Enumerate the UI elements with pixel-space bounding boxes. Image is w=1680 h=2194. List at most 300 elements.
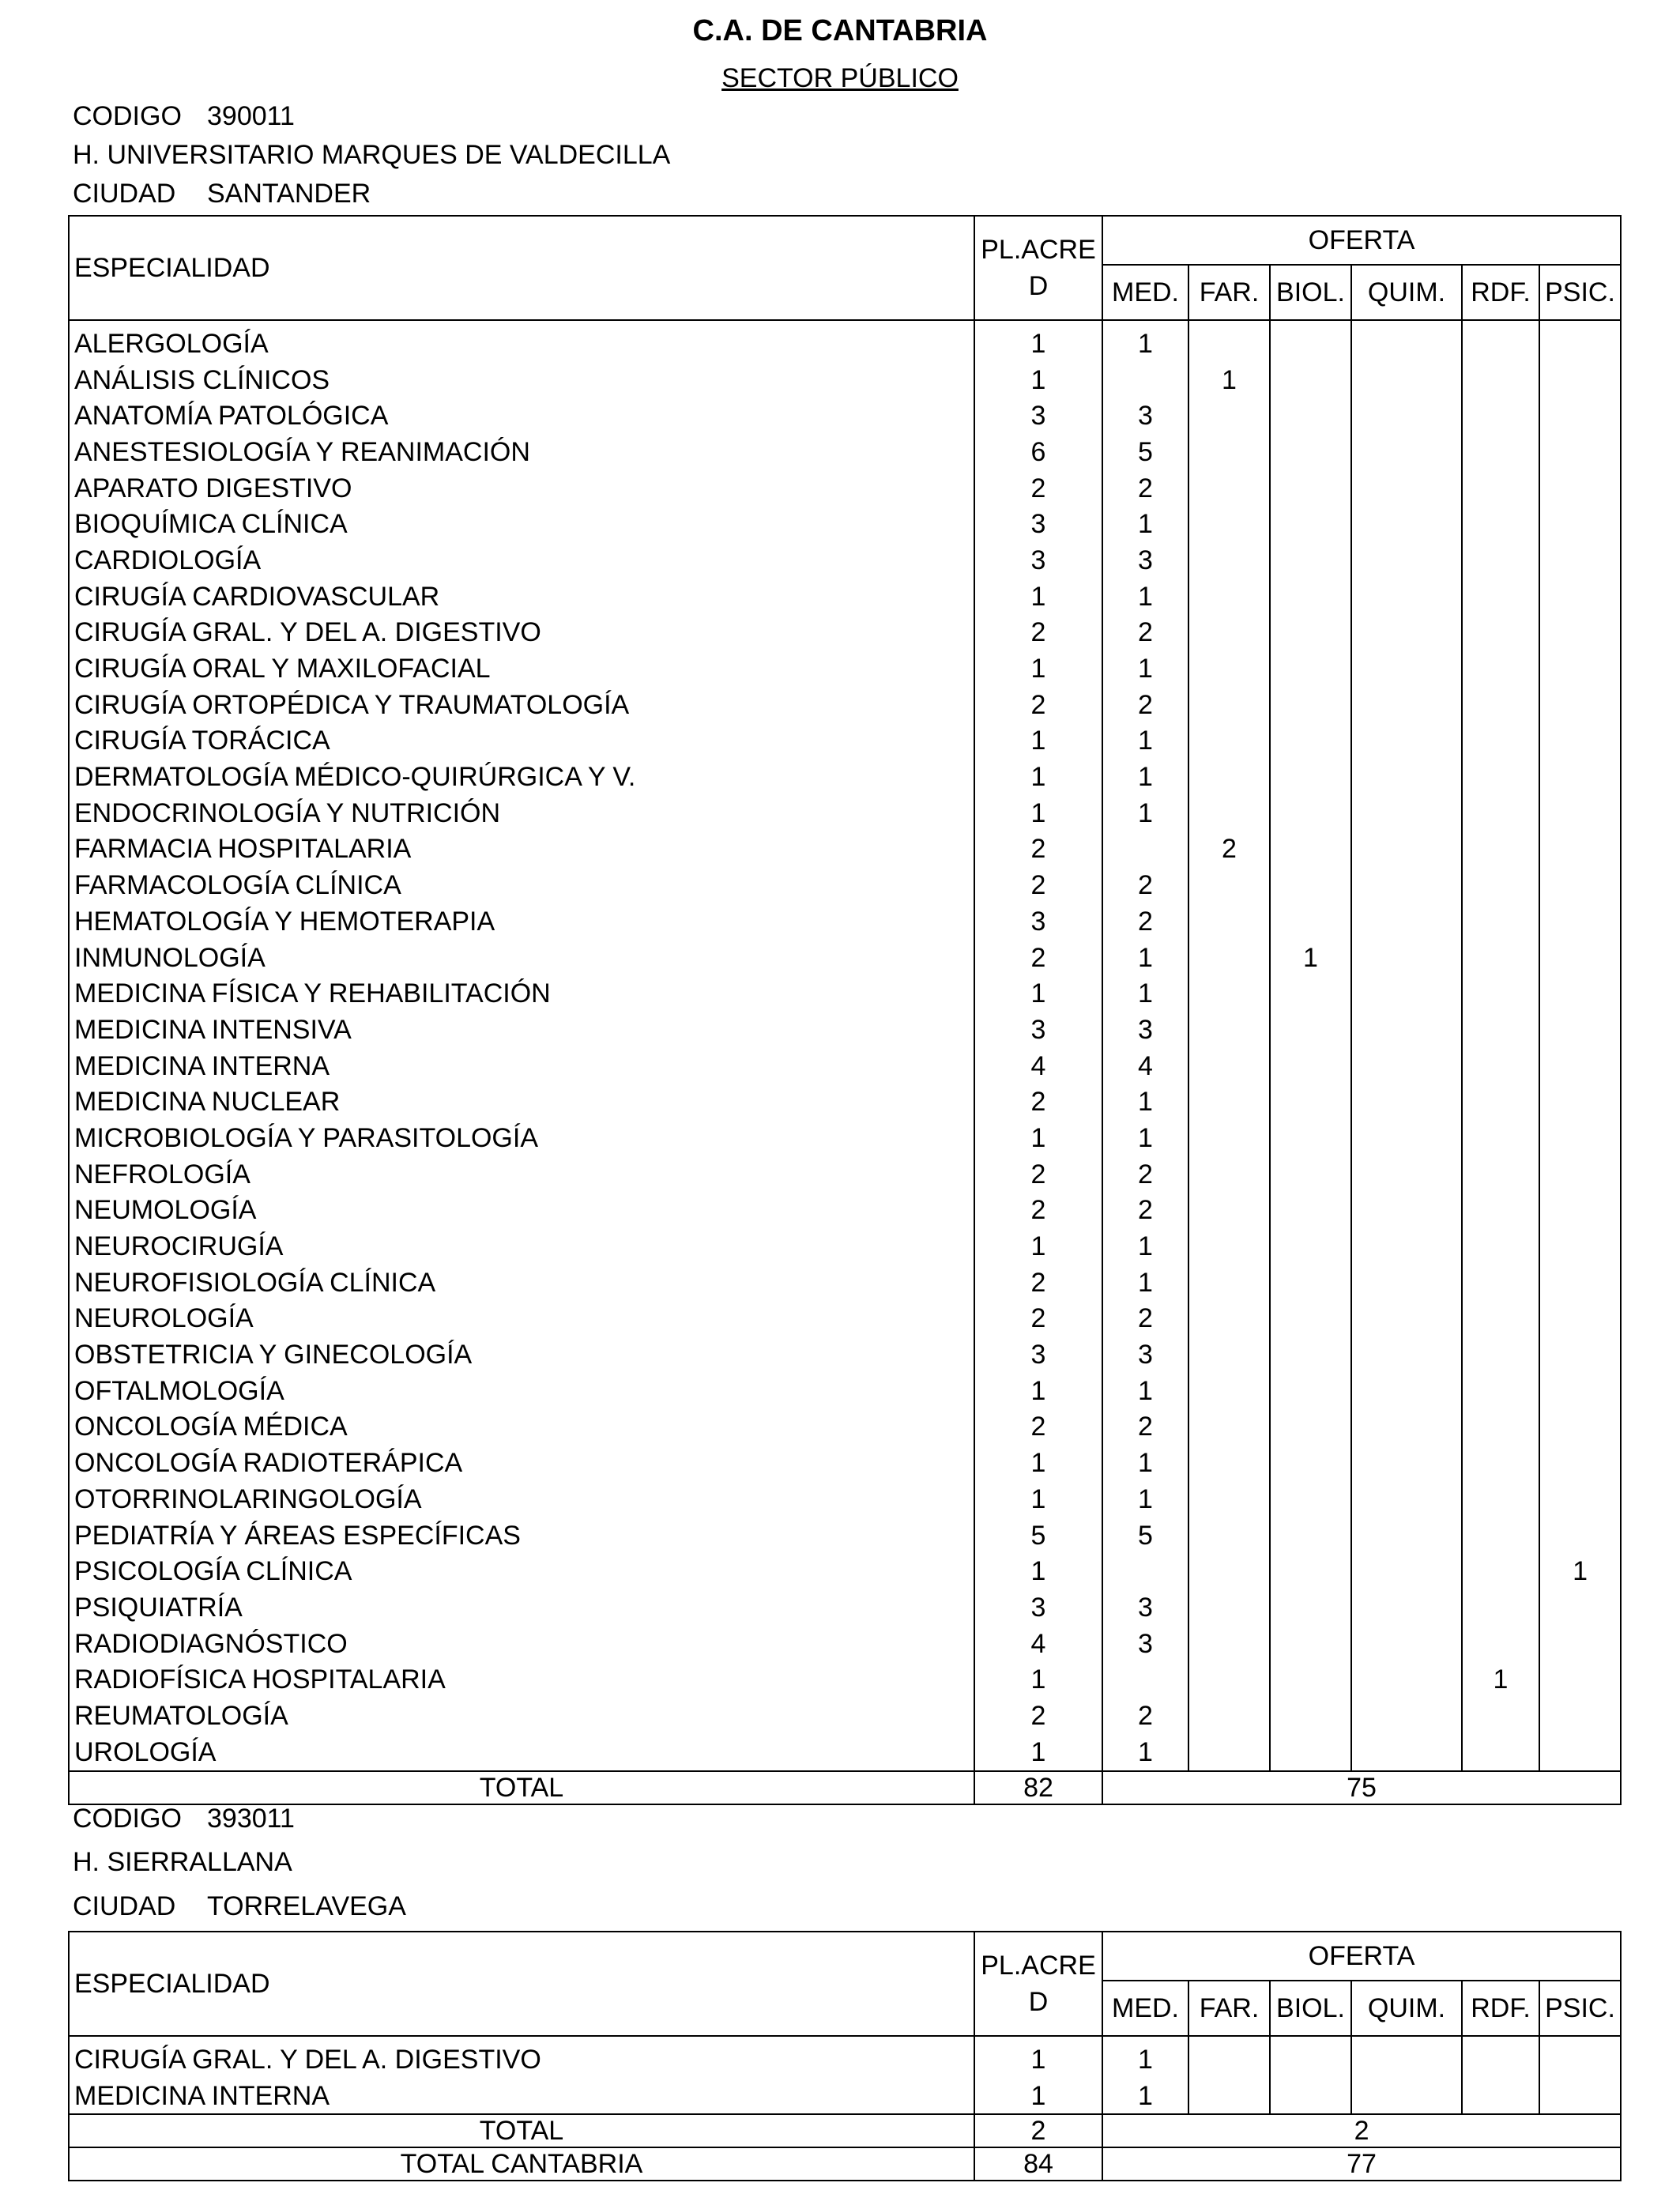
oferta-cell-quim	[1351, 2078, 1462, 2115]
especialidad-cell: NEUROFISIOLOGÍA CLÍNICA	[69, 1265, 974, 1301]
oferta-cell-med: 4	[1102, 1048, 1188, 1084]
placred-cell: 1	[974, 723, 1102, 760]
oferta-cell-rdf	[1462, 940, 1539, 976]
oferta-cell-far	[1188, 1626, 1270, 1662]
oferta-cell-rdf	[1462, 434, 1539, 470]
placred-cell: 1	[974, 1661, 1102, 1698]
oferta-cell-far	[1188, 1481, 1270, 1517]
oferta-cell-biol	[1270, 362, 1351, 398]
oferta-cell-rdf	[1462, 975, 1539, 1012]
header-row	[69, 216, 1621, 265]
oferta-cell-quim	[1351, 1626, 1462, 1662]
table-row	[69, 615, 1621, 651]
oferta-cell-biol	[1270, 1228, 1351, 1265]
oferta-cell-psic	[1539, 1120, 1621, 1156]
oferta-cell-med: 3	[1102, 1626, 1188, 1662]
header-sub-biol: BIOL.	[1270, 1981, 1351, 2036]
oferta-cell-rdf	[1462, 1626, 1539, 1662]
total-row	[69, 2114, 1621, 2147]
oferta-cell-med: 2	[1102, 1193, 1188, 1229]
oferta-cell-psic	[1539, 1626, 1621, 1662]
oferta-cell-psic	[1539, 320, 1621, 362]
oferta-cell-far	[1188, 2078, 1270, 2115]
table-row	[69, 975, 1621, 1012]
oferta-cell-psic	[1539, 579, 1621, 615]
oferta-cell-biol	[1270, 2078, 1351, 2115]
oferta-cell-rdf	[1462, 1193, 1539, 1229]
header-sub-rdf: RDF.	[1462, 1981, 1539, 2036]
oferta-cell-biol	[1270, 1661, 1351, 1698]
table-row	[69, 1626, 1621, 1662]
placred-cell: 1	[974, 795, 1102, 831]
total-label: TOTAL	[69, 2114, 974, 2147]
table-row	[69, 1265, 1621, 1301]
oferta-cell-med: 1	[1102, 650, 1188, 687]
especialidad-cell: CARDIOLOGÍA	[69, 542, 974, 579]
oferta-cell-rdf	[1462, 1589, 1539, 1626]
placred-cell: 2	[974, 615, 1102, 651]
oferta-cell-rdf	[1462, 867, 1539, 903]
placred-cell: 3	[974, 506, 1102, 542]
placred-cell: 1	[974, 975, 1102, 1012]
table-row	[69, 398, 1621, 434]
oferta-cell-far	[1188, 650, 1270, 687]
oferta-cell-quim	[1351, 867, 1462, 903]
oferta-cell-biol	[1270, 542, 1351, 579]
header-sub-quim: QUIM.	[1351, 265, 1462, 320]
especialidad-cell: HEMATOLOGÍA Y HEMOTERAPIA	[69, 903, 974, 940]
oferta-cell-biol	[1270, 506, 1351, 542]
header-especialidad: ESPECIALIDAD	[69, 1932, 974, 2036]
oferta-cell-biol	[1270, 1698, 1351, 1734]
oferta-cell-far	[1188, 903, 1270, 940]
oferta-cell-psic	[1539, 1012, 1621, 1048]
oferta-cell-med: 1	[1102, 723, 1188, 760]
oferta-cell-far	[1188, 1553, 1270, 1589]
oferta-cell-psic	[1539, 1048, 1621, 1084]
table-row	[69, 1481, 1621, 1517]
oferta-cell-quim	[1351, 1409, 1462, 1446]
header-sub-med: MED.	[1102, 265, 1188, 320]
oferta-cell-rdf	[1462, 2036, 1539, 2078]
oferta-cell-med: 1	[1102, 975, 1188, 1012]
oferta-cell-biol	[1270, 795, 1351, 831]
especialidad-cell: FARMACOLOGÍA CLÍNICA	[69, 867, 974, 903]
oferta-cell-psic	[1539, 1265, 1621, 1301]
oferta-cell-psic	[1539, 2078, 1621, 2115]
oferta-cell-far: 1	[1188, 362, 1270, 398]
oferta-cell-psic	[1539, 1156, 1621, 1193]
header-placred	[974, 216, 1102, 320]
oferta-cell-far	[1188, 687, 1270, 723]
oferta-cell-rdf	[1462, 2078, 1539, 2115]
header-placred-line1: PL.ACRE	[981, 1951, 1096, 1981]
oferta-cell-psic	[1539, 362, 1621, 398]
oferta-cell-far: 2	[1188, 831, 1270, 868]
oferta-cell-psic	[1539, 1373, 1621, 1409]
especialidad-cell: NEUROCIRUGÍA	[69, 1228, 974, 1265]
oferta-cell-quim	[1351, 1373, 1462, 1409]
oferta-cell-med: 1	[1102, 1373, 1188, 1409]
oferta-cell-rdf	[1462, 1012, 1539, 1048]
table-row	[69, 1409, 1621, 1446]
oferta-cell-far	[1188, 1048, 1270, 1084]
placred-cell: 2	[974, 1301, 1102, 1337]
specialty-table	[68, 1931, 1622, 2181]
oferta-cell-med: 1	[1102, 579, 1188, 615]
oferta-cell-med: 1	[1102, 795, 1188, 831]
header-sub-far: FAR.	[1188, 265, 1270, 320]
especialidad-cell: BIOQUÍMICA CLÍNICA	[69, 506, 974, 542]
placred-cell: 3	[974, 1012, 1102, 1048]
page-title: C.A. DE CANTABRIA	[692, 14, 988, 47]
placred-cell: 1	[974, 759, 1102, 795]
oferta-cell-quim	[1351, 1301, 1462, 1337]
especialidad-cell: FARMACIA HOSPITALARIA	[69, 831, 974, 868]
oferta-cell-med: 3	[1102, 1012, 1188, 1048]
oferta-cell-psic	[1539, 940, 1621, 976]
header-placred-line1: PL.ACRE	[981, 235, 1096, 265]
placred-cell: 1	[974, 2078, 1102, 2115]
oferta-cell-far	[1188, 723, 1270, 760]
oferta-cell-med: 1	[1102, 1265, 1188, 1301]
oferta-cell-biol	[1270, 1553, 1351, 1589]
oferta-cell-psic	[1539, 687, 1621, 723]
oferta-cell-biol	[1270, 1265, 1351, 1301]
placred-cell: 2	[974, 1084, 1102, 1120]
oferta-cell-far	[1188, 795, 1270, 831]
codigo-line	[73, 101, 295, 132]
oferta-cell-quim	[1351, 1084, 1462, 1120]
especialidad-cell: CIRUGÍA ORAL Y MAXILOFACIAL	[69, 650, 974, 687]
oferta-cell-med: 3	[1102, 1336, 1188, 1373]
oferta-cell-rdf	[1462, 398, 1539, 434]
table-row	[69, 1553, 1621, 1589]
oferta-cell-med: 2	[1102, 867, 1188, 903]
oferta-cell-biol	[1270, 1445, 1351, 1481]
especialidad-cell: OTORRINOLARINGOLOGÍA	[69, 1481, 974, 1517]
oferta-cell-far	[1188, 470, 1270, 507]
oferta-cell-quim	[1351, 759, 1462, 795]
header-placred-line2: D	[1028, 1987, 1049, 2017]
especialidad-cell: ENDOCRINOLOGÍA Y NUTRICIÓN	[69, 795, 974, 831]
oferta-cell-rdf	[1462, 1084, 1539, 1120]
table-row	[69, 2078, 1621, 2115]
oferta-cell-biol	[1270, 1626, 1351, 1662]
oferta-cell-psic	[1539, 1698, 1621, 1734]
especialidad-cell: ONCOLOGÍA RADIOTERÁPICA	[69, 1445, 974, 1481]
oferta-cell-quim	[1351, 1120, 1462, 1156]
placred-cell: 2	[974, 940, 1102, 976]
oferta-cell-rdf	[1462, 1301, 1539, 1337]
oferta-cell-psic	[1539, 1301, 1621, 1337]
oferta-cell-quim	[1351, 975, 1462, 1012]
oferta-cell-far	[1188, 1193, 1270, 1229]
oferta-cell-med: 2	[1102, 1698, 1188, 1734]
table-row	[69, 1517, 1621, 1554]
codigo-line	[73, 1804, 295, 1834]
placred-cell: 4	[974, 1048, 1102, 1084]
header-oferta: OFERTA	[1102, 1932, 1621, 1981]
oferta-cell-quim	[1351, 795, 1462, 831]
oferta-cell-far	[1188, 1120, 1270, 1156]
oferta-cell-far	[1188, 1734, 1270, 1771]
placred-cell: 2	[974, 831, 1102, 868]
oferta-cell-quim	[1351, 1734, 1462, 1771]
oferta-cell-rdf	[1462, 615, 1539, 651]
oferta-cell-biol	[1270, 1193, 1351, 1229]
oferta-cell-quim	[1351, 1553, 1462, 1589]
oferta-cell-biol	[1270, 1156, 1351, 1193]
table-row	[69, 1120, 1621, 1156]
oferta-cell-med: 2	[1102, 1156, 1188, 1193]
oferta-cell-biol	[1270, 831, 1351, 868]
placred-cell: 6	[974, 434, 1102, 470]
oferta-cell-rdf	[1462, 579, 1539, 615]
table-row	[69, 1589, 1621, 1626]
oferta-cell-biol	[1270, 1517, 1351, 1554]
table-row	[69, 650, 1621, 687]
header-row	[69, 1932, 1621, 1981]
oferta-cell-psic	[1539, 470, 1621, 507]
oferta-cell-biol	[1270, 650, 1351, 687]
oferta-cell-quim	[1351, 1589, 1462, 1626]
oferta-cell-biol	[1270, 1120, 1351, 1156]
oferta-cell-rdf	[1462, 470, 1539, 507]
oferta-cell-rdf	[1462, 1265, 1539, 1301]
oferta-cell-quim	[1351, 1012, 1462, 1048]
header-sub-biol: BIOL.	[1270, 265, 1351, 320]
oferta-cell-biol	[1270, 1084, 1351, 1120]
oferta-cell-far	[1188, 1156, 1270, 1193]
oferta-cell-far	[1188, 1445, 1270, 1481]
table-row	[69, 723, 1621, 760]
oferta-cell-far	[1188, 1228, 1270, 1265]
especialidad-cell: UROLOGÍA	[69, 1734, 974, 1771]
oferta-cell-med: 2	[1102, 903, 1188, 940]
header-sub-far: FAR.	[1188, 1981, 1270, 2036]
oferta-cell-biol	[1270, 579, 1351, 615]
oferta-cell-med: 1	[1102, 1084, 1188, 1120]
table-row	[69, 2036, 1621, 2078]
oferta-cell-far	[1188, 940, 1270, 976]
table-row	[69, 470, 1621, 507]
placred-cell: 2	[974, 1193, 1102, 1229]
especialidad-cell: INMUNOLOGÍA	[69, 940, 974, 976]
oferta-cell-psic	[1539, 1589, 1621, 1626]
placred-cell: 3	[974, 1336, 1102, 1373]
oferta-cell-biol	[1270, 470, 1351, 507]
especialidad-cell: ANATOMÍA PATOLÓGICA	[69, 398, 974, 434]
oferta-cell-biol	[1270, 903, 1351, 940]
especialidad-cell: MEDICINA FÍSICA Y REHABILITACIÓN	[69, 975, 974, 1012]
placred-cell: 1	[974, 1734, 1102, 1771]
oferta-cell-biol	[1270, 615, 1351, 651]
header-sub-psic: PSIC.	[1539, 1981, 1621, 2036]
especialidad-cell: DERMATOLOGÍA MÉDICO-QUIRÚRGICA Y V.	[69, 759, 974, 795]
header-sub-med: MED.	[1102, 1981, 1188, 2036]
oferta-cell-rdf	[1462, 1553, 1539, 1589]
placred-cell: 3	[974, 1589, 1102, 1626]
oferta-cell-med: 1	[1102, 1120, 1188, 1156]
oferta-cell-biol	[1270, 759, 1351, 795]
oferta-cell-quim	[1351, 1336, 1462, 1373]
oferta-cell-rdf	[1462, 1734, 1539, 1771]
table-row	[69, 1301, 1621, 1337]
oferta-cell-psic	[1539, 903, 1621, 940]
oferta-cell-rdf	[1462, 1373, 1539, 1409]
oferta-cell-med: 2	[1102, 1409, 1188, 1446]
especialidad-cell: RADIODIAGNÓSTICO	[69, 1626, 974, 1662]
especialidad-cell: NEUMOLOGÍA	[69, 1193, 974, 1229]
oferta-cell-biol	[1270, 1734, 1351, 1771]
oferta-cell-quim	[1351, 1265, 1462, 1301]
grand-total-row	[69, 2147, 1621, 2181]
oferta-cell-far	[1188, 615, 1270, 651]
oferta-cell-quim	[1351, 650, 1462, 687]
table-row	[69, 506, 1621, 542]
oferta-cell-quim	[1351, 1698, 1462, 1734]
oferta-cell-rdf	[1462, 903, 1539, 940]
oferta-cell-psic	[1539, 1661, 1621, 1698]
especialidad-cell: PEDIATRÍA Y ÁREAS ESPECÍFICAS	[69, 1517, 974, 1554]
oferta-cell-psic	[1539, 1084, 1621, 1120]
oferta-cell-rdf	[1462, 1336, 1539, 1373]
ciudad-label: CIUDAD	[73, 1891, 176, 1921]
oferta-cell-far	[1188, 867, 1270, 903]
oferta-cell-far	[1188, 1336, 1270, 1373]
oferta-cell-med	[1102, 1661, 1188, 1698]
oferta-cell-far	[1188, 2036, 1270, 2078]
oferta-cell-quim	[1351, 542, 1462, 579]
total-placred: 2	[974, 2114, 1102, 2147]
codigo-label: CODIGO	[73, 1804, 182, 1834]
grand-total-placred: 84	[974, 2147, 1102, 2181]
oferta-cell-rdf	[1462, 1048, 1539, 1084]
oferta-cell-med: 1	[1102, 759, 1188, 795]
oferta-cell-far	[1188, 542, 1270, 579]
oferta-cell-psic	[1539, 1409, 1621, 1446]
ciudad-label: CIUDAD	[73, 179, 176, 209]
oferta-cell-quim	[1351, 579, 1462, 615]
oferta-cell-psic	[1539, 831, 1621, 868]
oferta-cell-biol	[1270, 1301, 1351, 1337]
placred-cell: 1	[974, 2036, 1102, 2078]
oferta-cell-psic	[1539, 1228, 1621, 1265]
oferta-cell-rdf	[1462, 759, 1539, 795]
oferta-cell-quim	[1351, 2036, 1462, 2078]
oferta-cell-biol: 1	[1270, 940, 1351, 976]
placred-cell: 1	[974, 1481, 1102, 1517]
placred-cell: 3	[974, 398, 1102, 434]
table-row	[69, 903, 1621, 940]
header-especialidad: ESPECIALIDAD	[69, 216, 974, 320]
oferta-cell-med: 1	[1102, 320, 1188, 362]
oferta-cell-biol	[1270, 1409, 1351, 1446]
oferta-cell-rdf	[1462, 542, 1539, 579]
oferta-cell-psic	[1539, 723, 1621, 760]
oferta-cell-far	[1188, 579, 1270, 615]
oferta-cell-psic	[1539, 2036, 1621, 2078]
table-row	[69, 1661, 1621, 1698]
oferta-cell-quim	[1351, 1661, 1462, 1698]
codigo-value: 390011	[207, 101, 295, 131]
oferta-cell-med: 5	[1102, 1517, 1188, 1554]
oferta-cell-med: 2	[1102, 470, 1188, 507]
oferta-cell-psic	[1539, 542, 1621, 579]
placred-cell: 1	[974, 362, 1102, 398]
oferta-cell-psic	[1539, 867, 1621, 903]
table-row	[69, 1156, 1621, 1193]
oferta-cell-far	[1188, 434, 1270, 470]
oferta-cell-biol	[1270, 867, 1351, 903]
especialidad-cell: ONCOLOGÍA MÉDICA	[69, 1409, 974, 1446]
oferta-cell-quim	[1351, 362, 1462, 398]
oferta-cell-med	[1102, 831, 1188, 868]
total-oferta: 75	[1102, 1771, 1621, 1804]
oferta-cell-rdf	[1462, 795, 1539, 831]
especialidad-cell: CIRUGÍA GRAL. Y DEL A. DIGESTIVO	[69, 615, 974, 651]
placred-cell: 2	[974, 867, 1102, 903]
oferta-cell-psic: 1	[1539, 1553, 1621, 1589]
oferta-cell-quim	[1351, 723, 1462, 760]
oferta-cell-biol	[1270, 2036, 1351, 2078]
oferta-cell-rdf	[1462, 1409, 1539, 1446]
especialidad-cell: MICROBIOLOGÍA Y PARASITOLOGÍA	[69, 1120, 974, 1156]
total-placred: 82	[974, 1771, 1102, 1804]
placred-cell: 2	[974, 1409, 1102, 1446]
oferta-cell-biol	[1270, 1012, 1351, 1048]
hospital-name: H. UNIVERSITARIO MARQUES DE VALDECILLA	[73, 140, 671, 170]
oferta-cell-psic	[1539, 615, 1621, 651]
ciudad-value: SANTANDER	[207, 179, 371, 209]
especialidad-cell: APARATO DIGESTIVO	[69, 470, 974, 507]
oferta-cell-far	[1188, 759, 1270, 795]
especialidad-cell: ANESTESIOLOGÍA Y REANIMACIÓN	[69, 434, 974, 470]
oferta-cell-quim	[1351, 506, 1462, 542]
table-row	[69, 940, 1621, 976]
oferta-cell-far	[1188, 320, 1270, 362]
table-row	[69, 867, 1621, 903]
oferta-cell-biol	[1270, 723, 1351, 760]
oferta-cell-psic	[1539, 650, 1621, 687]
codigo-label: CODIGO	[73, 101, 182, 131]
oferta-cell-far	[1188, 1012, 1270, 1048]
placred-cell: 2	[974, 470, 1102, 507]
oferta-cell-rdf	[1462, 320, 1539, 362]
oferta-cell-far	[1188, 1373, 1270, 1409]
oferta-cell-psic	[1539, 759, 1621, 795]
placred-cell: 2	[974, 1698, 1102, 1734]
oferta-cell-psic	[1539, 398, 1621, 434]
table-row	[69, 795, 1621, 831]
oferta-cell-med	[1102, 362, 1188, 398]
subtitle-text: SECTOR PÚBLICO	[721, 63, 959, 93]
oferta-cell-quim	[1351, 903, 1462, 940]
specialty-table	[68, 215, 1622, 1805]
oferta-cell-far	[1188, 1661, 1270, 1698]
oferta-cell-quim	[1351, 1228, 1462, 1265]
oferta-cell-psic	[1539, 506, 1621, 542]
oferta-cell-med: 1	[1102, 2078, 1188, 2115]
table-row	[69, 1084, 1621, 1120]
oferta-cell-rdf: 1	[1462, 1661, 1539, 1698]
oferta-cell-quim	[1351, 831, 1462, 868]
oferta-cell-med: 3	[1102, 1589, 1188, 1626]
oferta-cell-biol	[1270, 1048, 1351, 1084]
table-row	[69, 434, 1621, 470]
oferta-cell-rdf	[1462, 506, 1539, 542]
